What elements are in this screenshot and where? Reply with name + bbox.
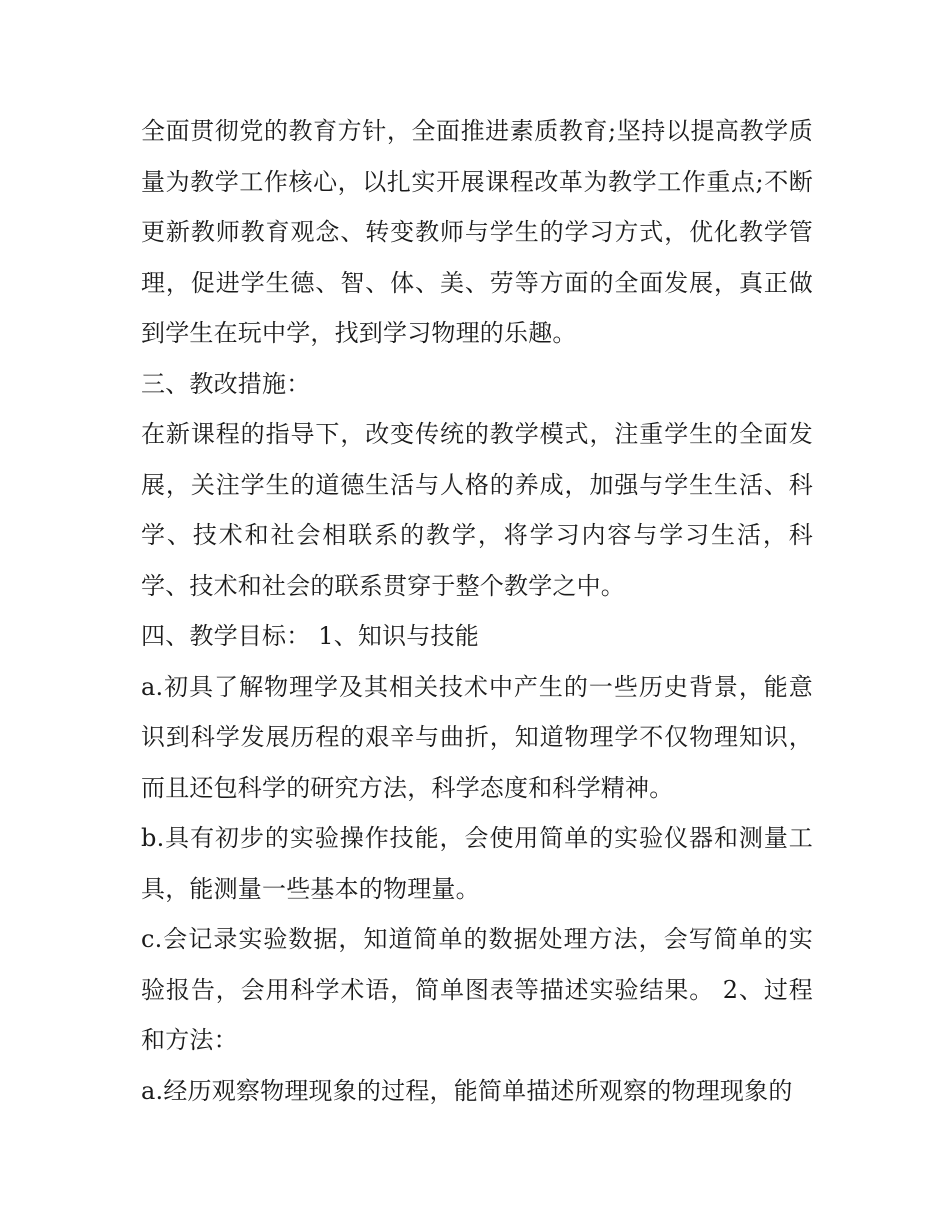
heading-reform-measures: 三、教改措施： <box>141 369 311 398</box>
paragraph-guiding-principle: 全面贯彻党的教育方针，全面推进素质教育;坚持以提高教学质量为教学工作核心，以扎实开展课程改革为教学工作重点;不断更新教师教育观念、转变教师与学生的学习方式，优化教学管理，促进学生德、智、体、美、劳等方面的全面发展，真正做到学生在玩中学，找到学习物理的乐趣。 <box>141 117 813 347</box>
paragraph-goal-a: a.初具了解物理学及其相关技术中产生的一些历史背景，能意识到科学发展历程的艰辛与曲折，知道物理学不仅物理知识，而且还包科学的研究方法，科学态度和科学精神。 <box>141 672 813 802</box>
paragraph-reform-measures: 在新课程的指导下，改变传统的教学模式，注重学生的全面发展，关注学生的道德生活与人格的养成，加强与学生生活、科学、技术和社会相联系的教学，将学习内容与学习生活，科学、技术和社会的联系贯穿于整个教学之中。 <box>141 420 813 600</box>
paragraph-process-a: a.经历观察物理现象的过程，能简单描述所观察的物理现象的 <box>141 1076 793 1105</box>
paragraph-goal-c: c.会记录实验数据，知道简单的数据处理方法，会写简单的实验报告，会用科学术语，简单图表等描述实验结果。 2、过程和方法： <box>141 925 813 1054</box>
document-body <box>141 106 813 1116</box>
heading-teaching-goals: 四、教学目标： 1、知识与技能 <box>141 622 479 650</box>
paragraph-goal-b: b.具有初步的实验操作技能，会使用简单的实验仪器和测量工具，能测量一些基本的物理量。 <box>141 824 813 903</box>
